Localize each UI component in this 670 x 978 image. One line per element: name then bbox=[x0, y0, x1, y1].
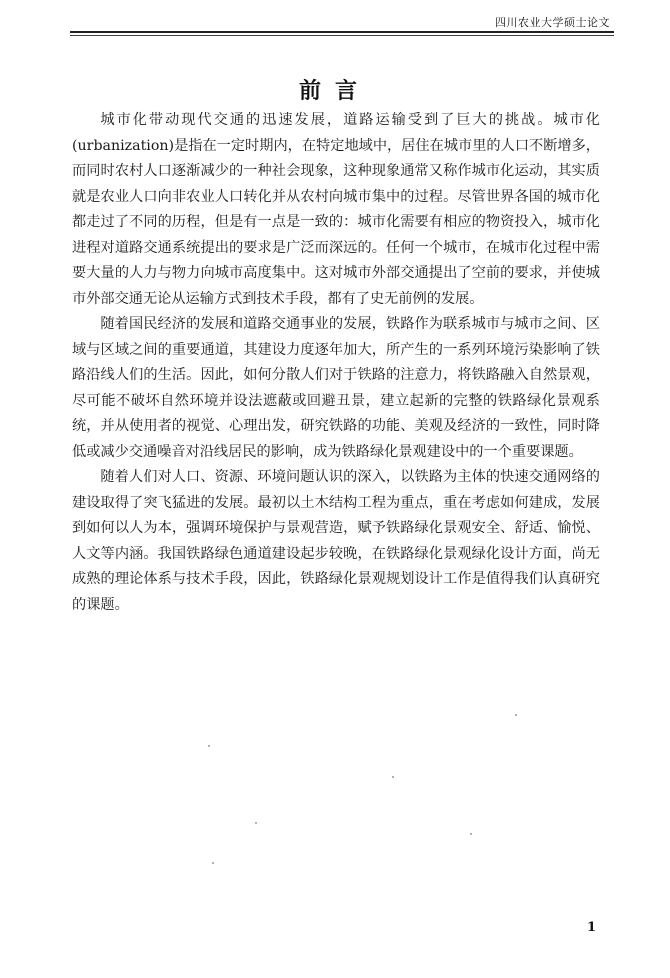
page-number: 1 bbox=[586, 920, 596, 935]
header-rule-secondary bbox=[70, 35, 614, 36]
running-header: 四川农业大学硕士论文 bbox=[495, 16, 610, 29]
header-rule bbox=[70, 31, 614, 33]
page-title: 前言 bbox=[298, 78, 371, 104]
scan-speck bbox=[255, 822, 257, 824]
scan-speck bbox=[470, 833, 472, 835]
paragraph-2: 随着国民经济的发展和道路交通事业的发展，铁路作为联系城市与城市之间、区域与区域之间的重要通道，其建设力度逐年加大，所产生的一系列环境污染影响了铁路沿线人们的生活。因此，如何分散人们对于铁路的注意力，将铁路融入自然景观，尽可能不破坏自然环境并设法遮蔽或回避丑景，建立起新的完整的铁路绿化景观系统，并从使用者的视觉、心理出发，研究铁路的功能、美观及经济的一致性，同时降低或减少交通噪音对沿线居民的影响，成为铁路绿化景观建设中的一个重要课题。 bbox=[72, 316, 600, 460]
scan-speck bbox=[212, 862, 214, 864]
paragraph-3: 随着人们对人口、资源、环境问题认识的深入，以铁路为主体的快速交通网络的建设取得了突飞猛进的发展。最初以土木结构工程为重点，重在考虑如何建成，发展到如何以人为本，强调环境保护与景观营造，赋予铁路绿化景观安全、舒适、愉悦、人文等内涵。我国铁路绿色通道建设起步较晚，在铁路绿化景观绿化设计方面，尚无成熟的理论体系与技术手段，因此，铁路绿化景观规划设计工作是值得我们认真研究的课题。 bbox=[72, 469, 600, 613]
scan-speck bbox=[392, 776, 394, 778]
paragraph-1: 城市化带动现代交通的迅速发展，道路运输受到了巨大的挑战。城市化(urbanization)是指在一定时期内，在特定地域中，居住在城市里的人口不断增多，而同时农村人口逐渐减少的一种社会现象，这种现象通常又称作城市化运动，其实质就是农业人口向非农业人口转化并从农村向城市集中的过程。尽管世界各国的城市化都走过了不同的历程，但是有一点是一致的：城市化需要有相应的物资投入，城市化进程对道路交通系统提出的要求是广泛而深远的。任何一个城市，在城市化过程中需要大量的人力与物力向城市高度集中。这对城市外部交通提出了空前的要求，并使城市外部交通无论从运输方式到技术手段，都有了史无前例的发展。 bbox=[72, 112, 600, 307]
body-text bbox=[72, 108, 600, 618]
scan-speck bbox=[515, 714, 517, 716]
scan-speck bbox=[208, 745, 210, 747]
